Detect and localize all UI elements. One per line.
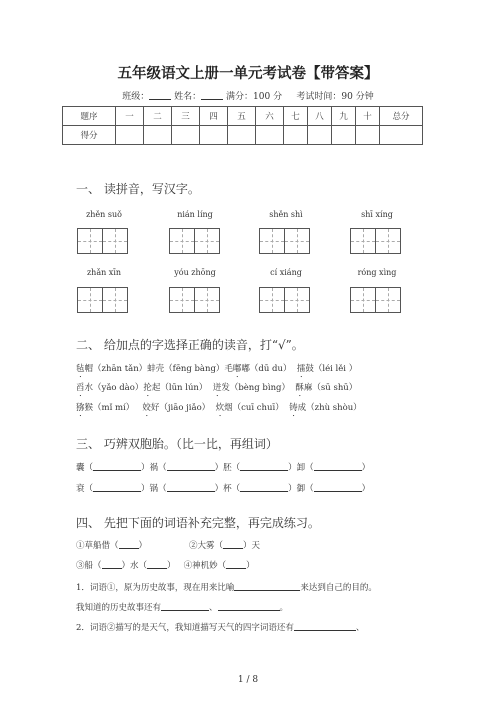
reading-line-2 [76, 381, 357, 398]
grid-cell[interactable] [102, 287, 128, 313]
twin-char: 锅 [149, 484, 159, 494]
answer-blank[interactable] [223, 539, 243, 549]
reading-text: 嘟（dū du） [241, 364, 292, 374]
section1-heading: 一、 读拼音，写汉字。 [76, 182, 200, 196]
writing-grid[interactable] [259, 228, 309, 254]
grid-cell[interactable] [284, 287, 310, 313]
grid-cell[interactable] [259, 228, 285, 254]
score-header-cell: 十 [356, 107, 380, 126]
page-number: 1 / 8 [237, 675, 259, 685]
writing-grid[interactable] [350, 287, 400, 313]
reading-text: 烟（cuī chuī） [224, 403, 284, 413]
question-text: 来达到自己的目的。 [300, 583, 377, 593]
answer-blank[interactable] [93, 461, 141, 471]
reading-text: 成（zhù shòu） [297, 403, 362, 413]
twin-char-row-1: 囊（ ）祸（ ）胚（ ）卸（ ） [76, 463, 371, 473]
score-header-cell: 六 [256, 107, 284, 126]
idiom-row-1 [76, 539, 147, 551]
grid-cell[interactable] [259, 287, 285, 313]
twin-char: 祸 [149, 463, 159, 473]
twin-char: 囊 [76, 463, 85, 473]
name-label: 姓名： [174, 92, 202, 102]
reading-text: 起（lūn lún） [151, 383, 208, 393]
score-header-cell: 七 [284, 107, 308, 126]
score-cell[interactable] [172, 126, 200, 145]
section4-heading: 四、 先把下面的词语补充完整，再完成练习。 [76, 516, 320, 530]
reading-text: 水（yǎo dào） [84, 383, 144, 393]
grid-cell[interactable] [194, 287, 220, 313]
reading-text: 鼓（léi lěi ） [305, 364, 358, 374]
dotted-char: 舀 [76, 383, 85, 393]
grid-cell[interactable] [169, 287, 195, 313]
score-header-cell: 三 [172, 107, 200, 126]
name-blank[interactable] [201, 90, 223, 100]
idiom-text: ④神机妙（ [183, 561, 227, 571]
answer-blank[interactable] [240, 461, 288, 471]
exam-info-line [0, 89, 496, 102]
score-row-label: 得分 [63, 126, 116, 145]
reading-text: 猴（mǐ mí） [84, 403, 135, 413]
question-text: 1．词语①，原为历史故事，现在用来比喻 [76, 583, 235, 593]
score-table-score-row [63, 126, 423, 145]
pinyin-label: shěn shì [269, 210, 303, 219]
idiom-text: ①草船借（ [76, 541, 119, 551]
idiom-row-2 [76, 559, 255, 571]
answer-blank[interactable] [102, 559, 122, 569]
score-cell[interactable] [144, 126, 172, 145]
dotted-char: 酥 [295, 383, 304, 393]
writing-grid[interactable] [350, 228, 400, 254]
reading-item: 毡帽（zhān tǎn）蚌壳（fēng bàng）毛 [76, 364, 233, 374]
answer-blank[interactable] [234, 581, 300, 591]
reading-text: 麻（sū shū） [303, 383, 358, 393]
score-header-cell: 四 [200, 107, 228, 126]
pinyin-label: nián líng [177, 210, 213, 219]
grid-cell[interactable] [169, 228, 195, 254]
writing-grid[interactable] [169, 228, 219, 254]
answer-blank[interactable] [226, 559, 246, 569]
reading-text: 发（bèng bìng） [221, 383, 290, 393]
answer-blank[interactable] [314, 461, 362, 471]
score-cell[interactable] [356, 126, 380, 145]
grid-cell[interactable] [194, 228, 220, 254]
grid-cell[interactable] [375, 228, 401, 254]
question-text: 。 [279, 603, 289, 613]
score-header-cell: 题序 [63, 107, 116, 126]
writing-grid[interactable] [259, 287, 309, 313]
score-header-cell: 五 [228, 107, 256, 126]
question-1-followup [76, 601, 288, 613]
score-header-cell: 九 [332, 107, 356, 126]
grid-cell[interactable] [375, 287, 401, 313]
question-text: 我知道的历史故事还有 [76, 603, 162, 613]
idiom-text: ） [138, 541, 148, 551]
grid-cell[interactable] [350, 228, 376, 254]
idiom-text: ）天 [243, 541, 261, 551]
dotted-char: 擂 [296, 364, 306, 374]
full-score-label: 满分：100 分 [226, 92, 283, 102]
pinyin-label: zhǎn xīn [86, 268, 122, 277]
score-header-cell: 一 [116, 107, 144, 126]
score-cell[interactable] [116, 126, 144, 145]
answer-blank[interactable] [240, 482, 288, 492]
grid-cell[interactable] [350, 287, 376, 313]
reading-line-3 [76, 401, 362, 418]
score-cell[interactable] [200, 126, 228, 145]
answer-blank[interactable] [161, 601, 209, 611]
answer-blank[interactable] [119, 539, 139, 549]
answer-blank[interactable] [218, 601, 280, 611]
answer-blank[interactable] [314, 482, 362, 492]
idiom-text: ） [167, 561, 176, 571]
pinyin-label: zhěn suǒ [86, 210, 122, 219]
section3-heading: 三、 巧辨双胞胎。（比一比，再组词） [76, 437, 278, 451]
answer-blank[interactable] [93, 482, 141, 492]
reading-text: 好（jiāo jiǎo） [150, 403, 211, 413]
dotted-char: 姣 [142, 403, 151, 413]
score-table-header-row [63, 107, 423, 126]
score-cell[interactable] [380, 126, 423, 145]
answer-blank[interactable] [167, 461, 215, 471]
idiom-row-1b [189, 539, 260, 551]
idiom-text: ） [246, 561, 255, 571]
answer-blank[interactable] [294, 621, 356, 631]
score-cell[interactable] [256, 126, 284, 145]
question-text: 、 [355, 623, 365, 633]
dotted-char: 迸 [212, 383, 222, 393]
dotted-char: 猕 [76, 403, 85, 413]
dotted-char: 铸 [289, 403, 298, 413]
pinyin-label: róng xìng [357, 268, 397, 277]
twin-char: 御 [296, 484, 306, 494]
score-cell[interactable] [332, 126, 356, 145]
writing-grid[interactable] [77, 287, 127, 313]
question-text: 2．词语②描写的是天气，我知道描写天气的四字词语还有 [76, 623, 294, 633]
grid-cell[interactable] [102, 228, 128, 254]
idiom-text: ②大雾（ [189, 541, 224, 551]
twin-char: 杯 [223, 484, 232, 494]
answer-blank[interactable] [147, 559, 167, 569]
pinyin-label: cí xiáng [270, 268, 302, 277]
idiom-text: ）水（ [121, 561, 148, 571]
pinyin-label: yóu zhōng [174, 268, 216, 277]
dotted-char: 嘟 [232, 364, 242, 374]
section2-heading: 二、 给加点的字选择正确的读音，打“√”。 [76, 338, 304, 352]
grid-cell[interactable] [77, 287, 103, 313]
pinyin-label: shī xíng [361, 210, 393, 219]
score-table [62, 106, 423, 145]
class-label: 班级： [122, 92, 150, 102]
twin-char: 衰 [76, 484, 85, 494]
answer-blank[interactable] [167, 482, 215, 492]
score-cell[interactable] [308, 126, 332, 145]
question-text: 、 [209, 603, 218, 613]
dotted-char: 炊 [215, 403, 225, 413]
score-header-cell: 总分 [380, 107, 423, 126]
score-cell[interactable] [228, 126, 256, 145]
grid-cell[interactable] [284, 228, 310, 254]
question-1-line [76, 581, 377, 593]
score-cell[interactable] [284, 126, 308, 145]
score-header-cell: 八 [308, 107, 332, 126]
exam-time-label: 考试时间：90 分钟 [296, 92, 374, 102]
page-title: 五年级语文上册一单元考试卷【带答案】 [117, 65, 379, 82]
twin-char: 卸 [296, 463, 306, 473]
reading-line-1 [76, 362, 357, 379]
writing-grid[interactable] [169, 287, 219, 313]
writing-grid[interactable] [77, 228, 127, 254]
score-header-cell: 二 [144, 107, 172, 126]
idiom-text: ③船（ [76, 561, 102, 571]
dotted-char: 抡 [143, 383, 152, 393]
twin-char: 胚 [223, 463, 232, 473]
question-2-line [76, 621, 364, 633]
twin-char-row-2: 衰（ ）锅（ ）杯（ ）御（ ） [76, 484, 371, 494]
class-blank[interactable] [149, 90, 171, 100]
grid-cell[interactable] [77, 228, 103, 254]
